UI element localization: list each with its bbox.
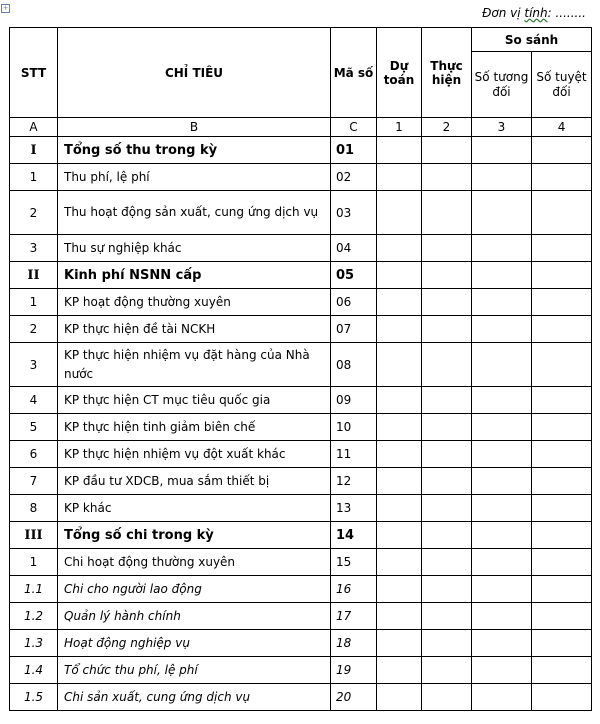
row-thuc-hien-cell bbox=[422, 468, 472, 495]
row-so-tuong-doi-cell bbox=[472, 316, 532, 343]
row-stt: 1.2 bbox=[10, 603, 58, 630]
row-stt: 1.4 bbox=[10, 657, 58, 684]
row-so-tuong-doi-cell bbox=[472, 630, 532, 657]
column-index-cell: 4 bbox=[532, 118, 592, 137]
table-row bbox=[10, 630, 592, 657]
row-indicator: Thu hoạt động sản xuất, cung ứng dịch vụ bbox=[58, 191, 331, 235]
header-so-tuyet-doi: Số tuyệt đối bbox=[532, 52, 592, 118]
row-stt: 1.1 bbox=[10, 576, 58, 603]
row-stt: 1 bbox=[10, 549, 58, 576]
row-indicator: KP khác bbox=[58, 495, 331, 522]
row-du-toan-cell bbox=[377, 576, 422, 603]
row-so-tuyet-doi-cell bbox=[532, 495, 592, 522]
row-code: 12 bbox=[331, 468, 377, 495]
row-du-toan-cell bbox=[377, 316, 422, 343]
row-indicator: Quản lý hành chính bbox=[58, 603, 331, 630]
row-so-tuyet-doi-cell bbox=[532, 262, 592, 289]
row-du-toan-cell bbox=[377, 289, 422, 316]
table-row bbox=[10, 414, 592, 441]
row-code: 16 bbox=[331, 576, 377, 603]
row-so-tuong-doi-cell bbox=[472, 468, 532, 495]
row-indicator: Tổ chức thu phí, lệ phí bbox=[58, 657, 331, 684]
row-code: 20 bbox=[331, 684, 377, 711]
row-code: 06 bbox=[331, 289, 377, 316]
row-du-toan-cell bbox=[377, 235, 422, 262]
row-so-tuong-doi-cell bbox=[472, 343, 532, 387]
row-indicator: Thu sự nghiệp khác bbox=[58, 235, 331, 262]
row-thuc-hien-cell bbox=[422, 441, 472, 468]
row-so-tuong-doi-cell bbox=[472, 191, 532, 235]
table-row bbox=[10, 191, 592, 235]
row-stt: I bbox=[10, 137, 58, 164]
row-code: 08 bbox=[331, 343, 377, 387]
row-thuc-hien-cell bbox=[422, 137, 472, 164]
row-code: 02 bbox=[331, 164, 377, 191]
row-code: 05 bbox=[331, 262, 377, 289]
row-stt: 1.5 bbox=[10, 684, 58, 711]
row-so-tuong-doi-cell bbox=[472, 495, 532, 522]
table-row bbox=[10, 576, 592, 603]
column-index-cell: 2 bbox=[422, 118, 472, 137]
table-body bbox=[10, 137, 592, 711]
row-so-tuong-doi-cell bbox=[472, 576, 532, 603]
row-du-toan-cell bbox=[377, 414, 422, 441]
table-row bbox=[10, 495, 592, 522]
row-thuc-hien-cell bbox=[422, 316, 472, 343]
row-thuc-hien-cell bbox=[422, 522, 472, 549]
row-code: 13 bbox=[331, 495, 377, 522]
row-indicator: KP thực hiện CT mục tiêu quốc gia bbox=[58, 387, 331, 414]
row-so-tuyet-doi-cell bbox=[532, 441, 592, 468]
row-so-tuyet-doi-cell bbox=[532, 630, 592, 657]
row-thuc-hien-cell bbox=[422, 235, 472, 262]
row-thuc-hien-cell bbox=[422, 262, 472, 289]
row-thuc-hien-cell bbox=[422, 549, 472, 576]
row-so-tuyet-doi-cell bbox=[532, 191, 592, 235]
row-indicator: KP đầu tư XDCB, mua sắm thiết bị bbox=[58, 468, 331, 495]
row-so-tuong-doi-cell bbox=[472, 414, 532, 441]
row-indicator: Hoạt động nghiệp vụ bbox=[58, 630, 331, 657]
row-stt: 2 bbox=[10, 191, 58, 235]
unit-note-suffix: : ........ bbox=[547, 6, 586, 20]
row-code: 15 bbox=[331, 549, 377, 576]
row-so-tuyet-doi-cell bbox=[532, 164, 592, 191]
table-row bbox=[10, 137, 592, 164]
row-du-toan-cell bbox=[377, 191, 422, 235]
table-anchor-icon[interactable]: + bbox=[2, 4, 9, 12]
column-index-cell: C bbox=[331, 118, 377, 137]
table-row bbox=[10, 468, 592, 495]
row-stt: 6 bbox=[10, 441, 58, 468]
row-indicator: Thu phí, lệ phí bbox=[58, 164, 331, 191]
row-code: 09 bbox=[331, 387, 377, 414]
table-row bbox=[10, 522, 592, 549]
row-indicator: Tổng số chi trong kỳ bbox=[58, 522, 331, 549]
row-code: 19 bbox=[331, 657, 377, 684]
row-stt: III bbox=[10, 522, 58, 549]
row-du-toan-cell bbox=[377, 657, 422, 684]
row-so-tuong-doi-cell bbox=[472, 137, 532, 164]
column-index-cell: B bbox=[58, 118, 331, 137]
row-so-tuyet-doi-cell bbox=[532, 289, 592, 316]
table-row bbox=[10, 164, 592, 191]
row-stt: 5 bbox=[10, 414, 58, 441]
row-du-toan-cell bbox=[377, 468, 422, 495]
row-stt: 1 bbox=[10, 289, 58, 316]
row-stt: 2 bbox=[10, 316, 58, 343]
row-thuc-hien-cell bbox=[422, 603, 472, 630]
table-row bbox=[10, 684, 592, 711]
header-chi-tieu: CHỈ TIÊU bbox=[58, 28, 331, 118]
row-stt: 1 bbox=[10, 164, 58, 191]
row-so-tuyet-doi-cell bbox=[532, 684, 592, 711]
row-indicator: Kinh phí NSNN cấp bbox=[58, 262, 331, 289]
table-row bbox=[10, 235, 592, 262]
row-thuc-hien-cell bbox=[422, 495, 472, 522]
row-code: 18 bbox=[331, 630, 377, 657]
table-row bbox=[10, 549, 592, 576]
row-du-toan-cell bbox=[377, 495, 422, 522]
row-thuc-hien-cell bbox=[422, 289, 472, 316]
row-so-tuong-doi-cell bbox=[472, 387, 532, 414]
row-so-tuyet-doi-cell bbox=[532, 235, 592, 262]
row-indicator: Chi sản xuất, cung ứng dịch vụ bbox=[58, 684, 331, 711]
column-index-cell: 1 bbox=[377, 118, 422, 137]
row-so-tuyet-doi-cell bbox=[532, 522, 592, 549]
row-so-tuong-doi-cell bbox=[472, 441, 532, 468]
header-ma-so: Mã số bbox=[331, 28, 377, 118]
row-code: 17 bbox=[331, 603, 377, 630]
header-so-tuong-doi: Số tương đối bbox=[472, 52, 532, 118]
row-code: 14 bbox=[331, 522, 377, 549]
row-stt: 8 bbox=[10, 495, 58, 522]
row-du-toan-cell bbox=[377, 164, 422, 191]
row-so-tuyet-doi-cell bbox=[532, 657, 592, 684]
row-indicator: Chi cho người lao động bbox=[58, 576, 331, 603]
row-thuc-hien-cell bbox=[422, 657, 472, 684]
row-so-tuyet-doi-cell bbox=[532, 576, 592, 603]
row-so-tuong-doi-cell bbox=[472, 603, 532, 630]
row-so-tuyet-doi-cell bbox=[532, 414, 592, 441]
row-indicator: KP thực hiện đề tài NCKH bbox=[58, 316, 331, 343]
row-du-toan-cell bbox=[377, 343, 422, 387]
row-du-toan-cell bbox=[377, 684, 422, 711]
row-code: 10 bbox=[331, 414, 377, 441]
row-stt: 3 bbox=[10, 235, 58, 262]
row-thuc-hien-cell bbox=[422, 343, 472, 387]
table-row bbox=[10, 262, 592, 289]
row-so-tuong-doi-cell bbox=[472, 549, 532, 576]
header-stt: STT bbox=[10, 28, 58, 118]
table-row bbox=[10, 441, 592, 468]
row-so-tuyet-doi-cell bbox=[532, 468, 592, 495]
unit-note-word: tính bbox=[524, 6, 548, 20]
row-du-toan-cell bbox=[377, 549, 422, 576]
row-so-tuong-doi-cell bbox=[472, 164, 532, 191]
row-thuc-hien-cell bbox=[422, 630, 472, 657]
row-code: 04 bbox=[331, 235, 377, 262]
row-thuc-hien-cell bbox=[422, 576, 472, 603]
row-indicator: KP thực hiện nhiệm vụ đặt hàng của Nhà nước bbox=[58, 343, 331, 387]
row-code: 07 bbox=[331, 316, 377, 343]
row-du-toan-cell bbox=[377, 441, 422, 468]
row-du-toan-cell bbox=[377, 137, 422, 164]
row-thuc-hien-cell bbox=[422, 164, 472, 191]
header-thuc-hien: Thực hiện bbox=[422, 28, 472, 118]
row-stt: 4 bbox=[10, 387, 58, 414]
row-indicator: KP thực hiện tinh giảm biên chế bbox=[58, 414, 331, 441]
row-du-toan-cell bbox=[377, 262, 422, 289]
row-so-tuyet-doi-cell bbox=[532, 137, 592, 164]
row-code: 03 bbox=[331, 191, 377, 235]
row-so-tuyet-doi-cell bbox=[532, 549, 592, 576]
row-stt: II bbox=[10, 262, 58, 289]
row-du-toan-cell bbox=[377, 603, 422, 630]
row-indicator: Chi hoạt động thường xuyên bbox=[58, 549, 331, 576]
header-so-sanh: So sánh bbox=[472, 28, 592, 52]
row-du-toan-cell bbox=[377, 387, 422, 414]
row-stt: 1.3 bbox=[10, 630, 58, 657]
row-so-tuong-doi-cell bbox=[472, 289, 532, 316]
table-row bbox=[10, 343, 592, 387]
row-so-tuong-doi-cell bbox=[472, 235, 532, 262]
row-thuc-hien-cell bbox=[422, 414, 472, 441]
row-stt: 7 bbox=[10, 468, 58, 495]
report-table bbox=[9, 27, 592, 711]
row-code: 01 bbox=[331, 137, 377, 164]
row-so-tuyet-doi-cell bbox=[532, 316, 592, 343]
row-so-tuyet-doi-cell bbox=[532, 603, 592, 630]
row-so-tuyet-doi-cell bbox=[532, 343, 592, 387]
column-index-cell: 3 bbox=[472, 118, 532, 137]
row-code: 11 bbox=[331, 441, 377, 468]
row-so-tuong-doi-cell bbox=[472, 262, 532, 289]
column-index-cell: A bbox=[10, 118, 58, 137]
row-so-tuong-doi-cell bbox=[472, 522, 532, 549]
row-stt: 3 bbox=[10, 343, 58, 387]
table-row bbox=[10, 316, 592, 343]
row-indicator: KP thực hiện nhiệm vụ đột xuất khác bbox=[58, 441, 331, 468]
row-indicator: KP hoạt động thường xuyên bbox=[58, 289, 331, 316]
unit-note bbox=[482, 6, 586, 20]
row-thuc-hien-cell bbox=[422, 191, 472, 235]
row-so-tuyet-doi-cell bbox=[532, 387, 592, 414]
table-row bbox=[10, 387, 592, 414]
column-index-row bbox=[10, 118, 592, 137]
row-indicator: Tổng số thu trong kỳ bbox=[58, 137, 331, 164]
unit-note-prefix: Đơn vị bbox=[482, 6, 525, 20]
table-row bbox=[10, 603, 592, 630]
header-du-toan: Dự toán bbox=[377, 28, 422, 118]
row-du-toan-cell bbox=[377, 630, 422, 657]
row-du-toan-cell bbox=[377, 522, 422, 549]
row-so-tuong-doi-cell bbox=[472, 684, 532, 711]
row-thuc-hien-cell bbox=[422, 684, 472, 711]
row-thuc-hien-cell bbox=[422, 387, 472, 414]
table-row bbox=[10, 289, 592, 316]
row-so-tuong-doi-cell bbox=[472, 657, 532, 684]
table-row bbox=[10, 657, 592, 684]
